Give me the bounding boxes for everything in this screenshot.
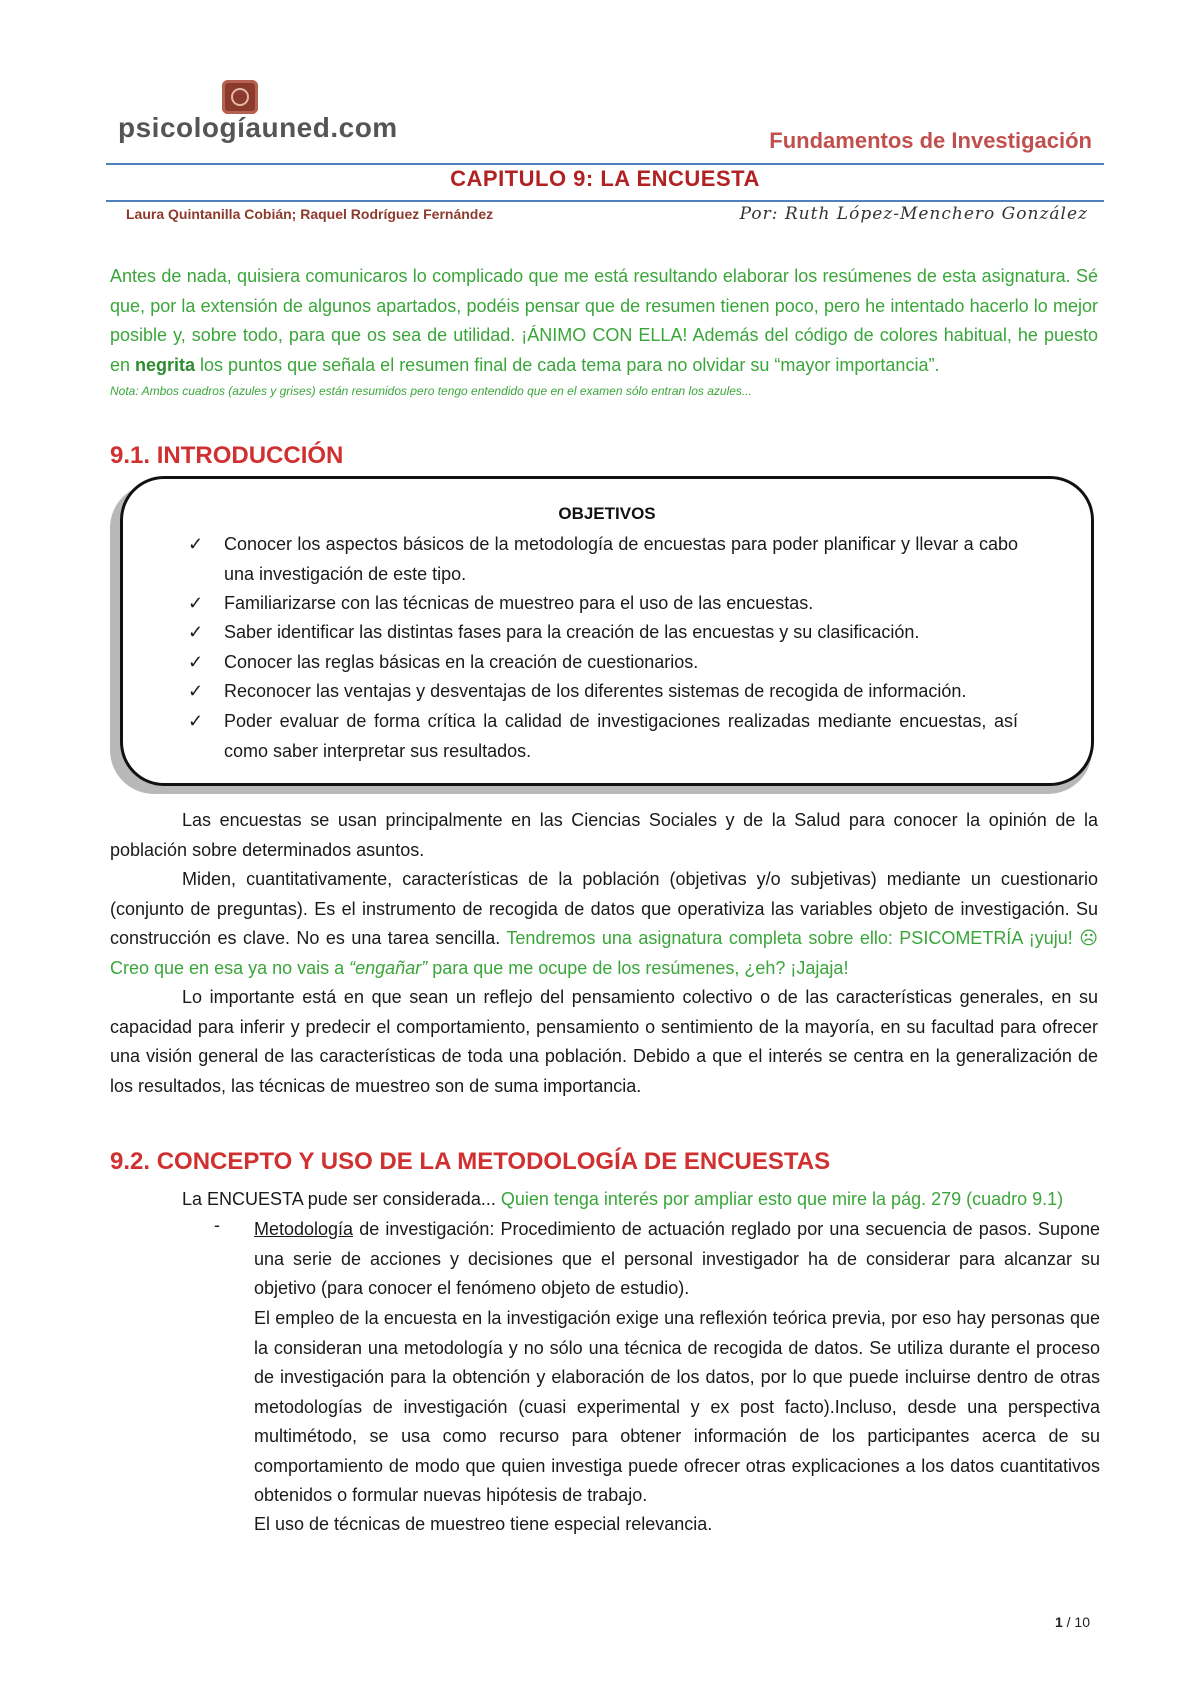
check-icon: ✓	[188, 534, 204, 554]
check-icon: ✓	[188, 622, 204, 642]
page-total: / 10	[1066, 1614, 1090, 1630]
list-item-paragraph: El empleo de la encuesta en la investigación exige una reflexión teórica previa, por eso hay personas que la consideran una metodología y no sólo una técnica de recogida de datos. Se utiliza durante el proceso de investigación para la obtención y elaboración de los datos, por lo que puede incluirse dentro de otras metodologías de investigación (cuasi experimental y ex post facto).Incluso, desde una perspectiva multimétodo, se usa como recurso para obtener información de los participantes acerca de su comportamiento de modo que quien investiga puede ofrecer otras explicaciones a los datos cuantitativos obtenidos o formular nuevas hipótesis de trabajo.	[254, 1308, 1100, 1505]
objective-item	[188, 618, 1018, 648]
objective-text: Saber identificar las distintas fases para la creación de las encuestas y su clasificación.	[224, 622, 920, 642]
objectives-title: OBJETIVOS	[558, 504, 656, 523]
byline: Por: Ruth López-Menchero González	[739, 204, 1088, 224]
objective-item	[188, 677, 1018, 707]
objective-item	[188, 707, 1018, 766]
header-divider-top	[106, 163, 1104, 165]
section-heading-concepto: 9.2. CONCEPTO Y USO DE LA METODOLOGÍA DE ENCUESTAS	[110, 1148, 831, 1175]
objective-item	[188, 648, 1018, 678]
lead-paragraph	[182, 1185, 1100, 1215]
paragraph-importante: Lo importante está en que sean un reflejo del pensamiento colectivo o de las características generales, en su capacidad para inferir y predecir el comportamiento, pensamiento o sentimiento de la mayoría, en su facultad para ofrecer una visión general de las características de toda una población. Debido a que el interés se centra en la generalización de los resultados, las técnicas de muestreo son de suma importancia.	[110, 987, 1098, 1096]
item-text: de investigación: Procedimiento de actuación reglado por una secuencia de pasos. Supone una serie de acciones y decisiones que el personal investigador ha de considerar para alcanzar su objetivo (para conocer el fenómeno objeto de estudio).	[254, 1219, 1100, 1298]
check-icon: ✓	[188, 652, 204, 672]
term-metodologia: Metodología	[254, 1219, 354, 1239]
intro-note: Nota: Ambos cuadros (azules y grises) están resumidos pero tengo entendido que en el examen sólo entran los azules...	[110, 384, 752, 398]
p2-green-a: Tendremos una asignatura completa sobre ello: PSICOMETRÍA ¡yuju! ☹ Creo que en esa ya no vais a	[110, 928, 1098, 978]
lead-text: La ENCUESTA pude ser considerada...	[182, 1189, 501, 1209]
logo-icon	[222, 80, 258, 114]
page-current: 1	[1054, 1614, 1063, 1630]
course-title: Fundamentos de Investigación	[769, 128, 1092, 153]
objective-item	[188, 589, 1018, 619]
site-logo-text: psicologíauned.com	[118, 112, 398, 143]
chapter-title: CAPITULO 9: LA ENCUESTA	[450, 166, 760, 191]
p2-green-b: para que me ocupe de los resúmenes, ¿eh? ¡Jajaja!	[427, 957, 849, 978]
list-dash: -	[214, 1215, 220, 1235]
intro-text-post: los puntos que señala el resumen final de cada tema para no olvidar su “mayor importancia”.	[195, 354, 940, 375]
list-item-paragraph-last: El uso de técnicas de muestreo tiene especial relevancia.	[254, 1514, 713, 1534]
objective-text: Poder evaluar de forma crítica la calidad de investigaciones realizadas mediante encuestas, así como saber interpretar sus resultados.	[224, 711, 1018, 761]
list-item-metodologia	[254, 1215, 1100, 1304]
paragraph-encuestas: Las encuestas se usan principalmente en las Ciencias Sociales y de la Salud para conocer la opinión de la población sobre determinados asuntos.	[110, 810, 1098, 860]
objective-text: Conocer las reglas básicas en la creación de cuestionarios.	[224, 652, 699, 672]
objective-item	[188, 530, 1018, 589]
objective-text: Conocer los aspectos básicos de la metodología de encuestas para poder planificar y llevar a cabo una investigación de este tipo.	[224, 534, 1018, 584]
p2-main: Miden, cuantitativamente, características de la población (objetivas y/o subjetivas) mediante un cuestionario (conjunto de preguntas). Es el instrumento de recogida de datos que operativiza las variables objeto de investigación. Su construcción es clave. No es una tarea sencilla.	[110, 869, 1098, 948]
authors: Laura Quintanilla Cobián; Raquel Rodríguez Fernández	[126, 206, 494, 222]
objective-text: Familiarizarse con las técnicas de muestreo para el uso de las encuestas.	[224, 593, 814, 613]
section-heading-introduccion: 9.1. INTRODUCCIÓN	[110, 442, 344, 469]
check-icon: ✓	[188, 681, 204, 701]
intro-bold: negrita	[135, 354, 196, 375]
intro-text-pre: Antes de nada, quisiera comunicaros lo complicado que me está resultando elaborar los resúmenes de esta asignatura. Sé que, por la extensión de algunos apartados, podéis pensar que de resumen tienen poco, pero he intentado hacerlo lo mejor posible y, sobre todo, para que os sea de utilidad. ¡ÁNIMO CON ELLA! Además del código de colores habitual, he puesto en	[110, 266, 1098, 375]
check-icon: ✓	[188, 711, 204, 731]
objective-text: Reconocer las ventajas y desventajas de los diferentes sistemas de recogida de información.	[224, 681, 967, 701]
header-divider-bottom	[106, 200, 1104, 202]
page-number	[1055, 1614, 1090, 1630]
paragraph-miden	[110, 865, 1098, 983]
check-icon: ✓	[188, 593, 204, 613]
intro-paragraph	[110, 262, 1098, 380]
p2-green-em: “engañar”	[349, 957, 428, 978]
lead-green: Quien tenga interés por ampliar esto que mire la pág. 279 (cuadro 9.1)	[500, 1189, 1064, 1209]
